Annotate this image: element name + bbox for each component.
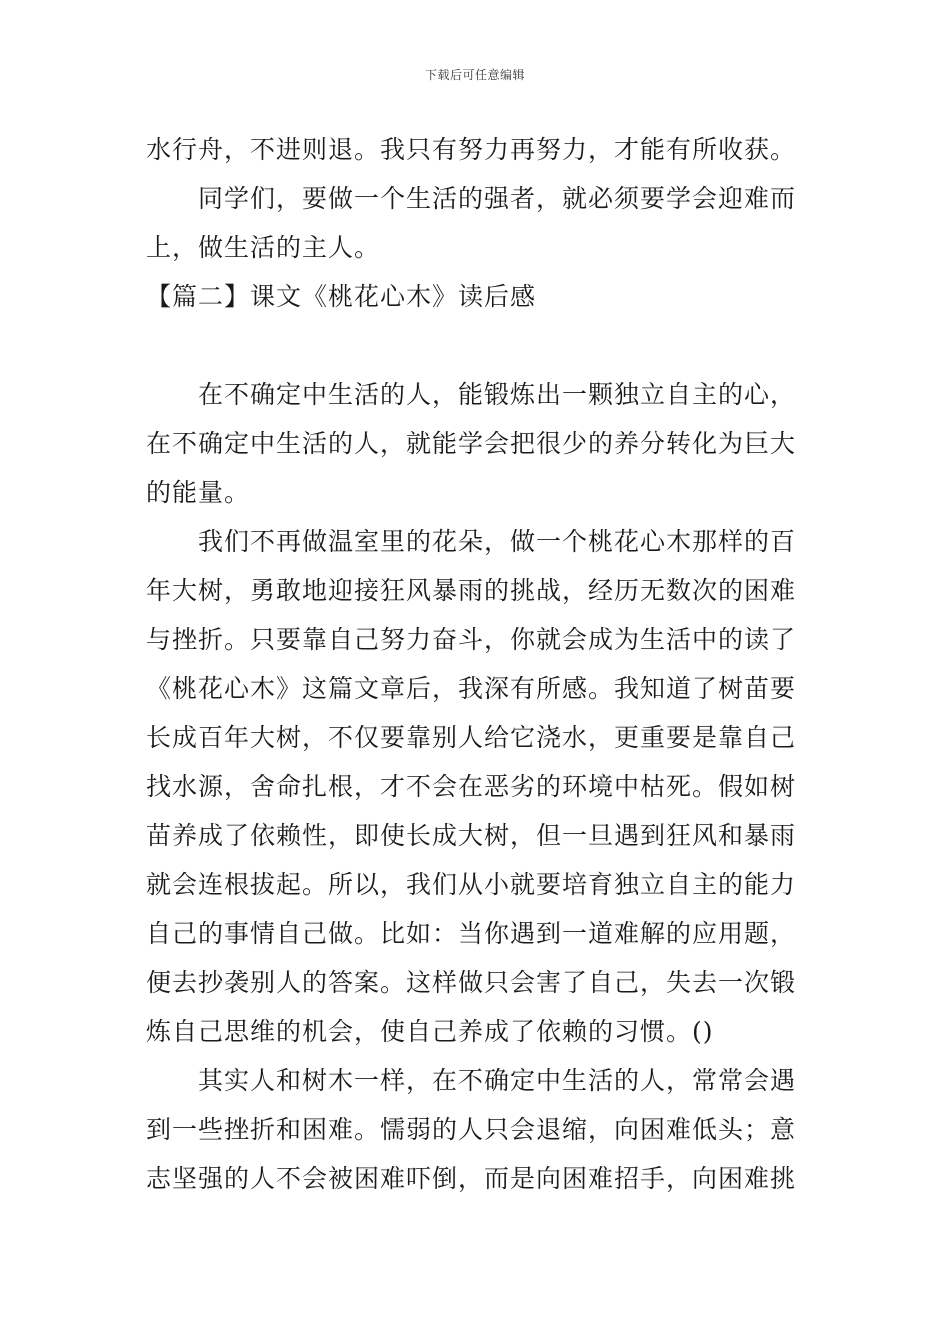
header-note: 下载后可任意编辑	[424, 68, 525, 82]
text-line: 炼自己思维的机会，使自己养成了依赖的习惯。()	[146, 1017, 714, 1046]
text-line: 便去抄袭别人的答案。这样做只会害了自己，失去一次锻	[146, 968, 797, 997]
text-line: 到一些挫折和困难。懦弱的人只会退缩，向困难低头；意	[146, 1115, 797, 1144]
text-line: 其实人和树木一样，在不确定中生活的人，常常会遇	[198, 1066, 797, 1095]
text-line: 《桃花心木》这篇文章后，我深有所感。我知道了树苗要	[146, 674, 797, 703]
text-line: 长成百年大树，不仅要靠别人给它浇水，更重要是靠自己	[146, 723, 797, 752]
text-line: 我们不再做温室里的花朵，做一个桃花心木那样的百	[198, 527, 797, 556]
text-line: 的能量。	[146, 478, 251, 507]
text-line: 志坚强的人不会被困难吓倒，而是向困难招手，向困难挑	[146, 1164, 797, 1193]
document-body	[146, 125, 810, 1203]
text-line: 与挫折。只要靠自己努力奋斗，你就会成为生活中的读了	[146, 625, 797, 654]
text-line: 就会连根拔起。所以，我们从小就要培育独立自主的能力	[146, 870, 797, 899]
blank-line	[146, 321, 810, 370]
text-line: 苗养成了依赖性，即使长成大树，但一旦遇到狂风和暴雨	[146, 821, 797, 850]
text-line: 找水源，舍命扎根，才不会在恶劣的环境中枯死。假如树	[146, 772, 797, 801]
text-line: 在不确定中生活的人，就能学会把很少的养分转化为巨大	[146, 429, 797, 458]
text-line: 上，做生活的主人。	[146, 233, 381, 262]
text-line: 自己的事情自己做。比如：当你遇到一道难解的应用题，	[146, 919, 797, 948]
text-line: 年大树，勇敢地迎接狂风暴雨的挑战，经历无数次的困难	[146, 576, 797, 605]
text-line: 水行舟，不进则退。我只有努力再努力，才能有所收获。	[146, 135, 797, 164]
text-line: 同学们，要做一个生活的强者，就必须要学会迎难而	[198, 184, 797, 213]
section-heading: 【篇二】课文《桃花心木》读后感	[146, 282, 537, 311]
text-line: 在不确定中生活的人，能锻炼出一颗独立自主的心，	[198, 380, 797, 409]
